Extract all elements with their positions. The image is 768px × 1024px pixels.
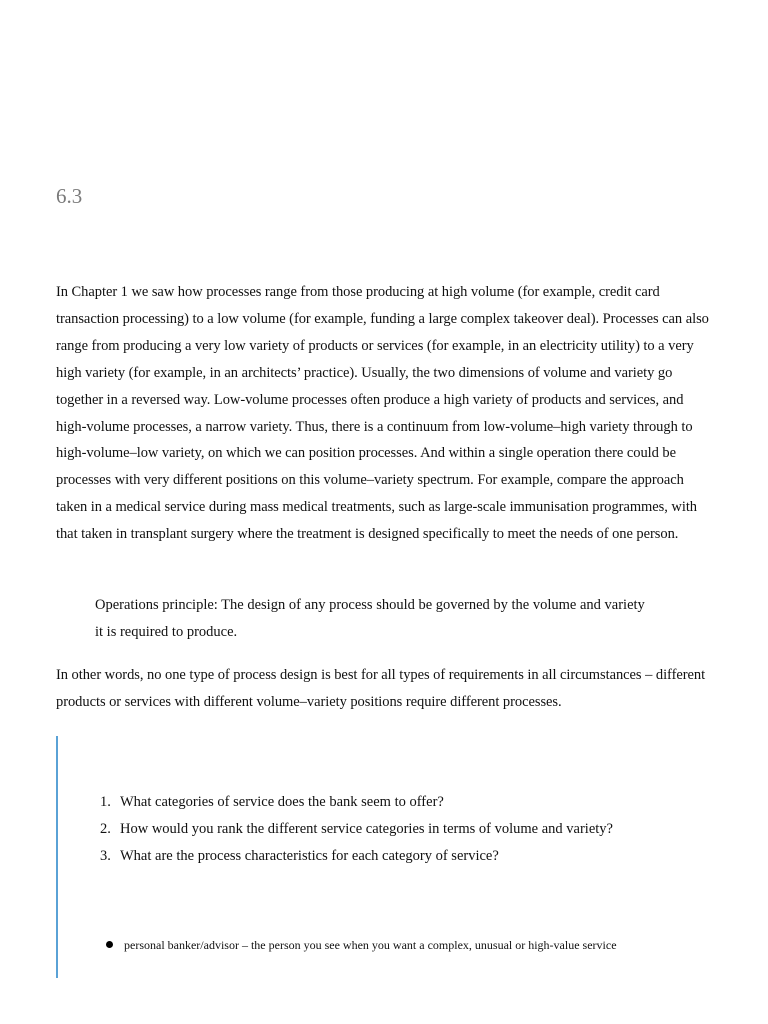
followup-paragraph: In other words, no one type of process design is best for all types of requirements in all circumstances – different products or services with different volume–variety positions require different processes.	[56, 667, 706, 710]
question-text: What categories of service does the bank seem to offer?	[120, 794, 444, 810]
case-study-box	[56, 736, 718, 978]
bullet-text: personal banker/advisor – the person you see when you want a complex, unusual or high-value service	[124, 938, 617, 952]
question-item	[98, 843, 613, 870]
bullet-icon	[106, 941, 113, 948]
question-item	[98, 816, 613, 843]
question-text: How would you rank the different service categories in terms of volume and variety?	[120, 820, 613, 837]
question-item	[98, 789, 613, 816]
section-number: 6.3	[56, 184, 83, 208]
question-text: What are the process characteristics for each category of service?	[120, 847, 499, 864]
question-list	[98, 789, 613, 870]
question-number: 2.	[100, 820, 111, 837]
question-number: 3.	[100, 847, 111, 864]
list-item	[104, 935, 617, 955]
bullet-list	[104, 935, 617, 955]
question-number: 1.	[100, 794, 111, 810]
operations-principle: Operations principle: The design of any process should be governed by the volume and variety it is required to produce.	[95, 597, 645, 640]
intro-paragraph: In Chapter 1 we saw how processes range from those producing at high volume (for example, credit card transaction processing) to a low volume (for example, funding a large complex takeover deal). Processes can also range from producing a very low variety of products or services (for example, in an electricity utility) to a very high variety (for example, in an architects’ practice). Usually, the two dimensions of volume and variety go together in a reversed way. Low-volume processes often produce a high variety of products and services, and high-volume processes, a narrow variety. Thus, there is a continuum from low-volume–high variety through to high-volume–low variety, on which we can position processes. And within a single operation there could be processes with very different positions on this volume–variety spectrum. For example, compare the approach taken in a medical service during mass medical treatments, such as large-scale immunisation programmes, with that taken in transplant surgery where the treatment is designed specifically to meet the needs of one person.	[56, 284, 709, 543]
